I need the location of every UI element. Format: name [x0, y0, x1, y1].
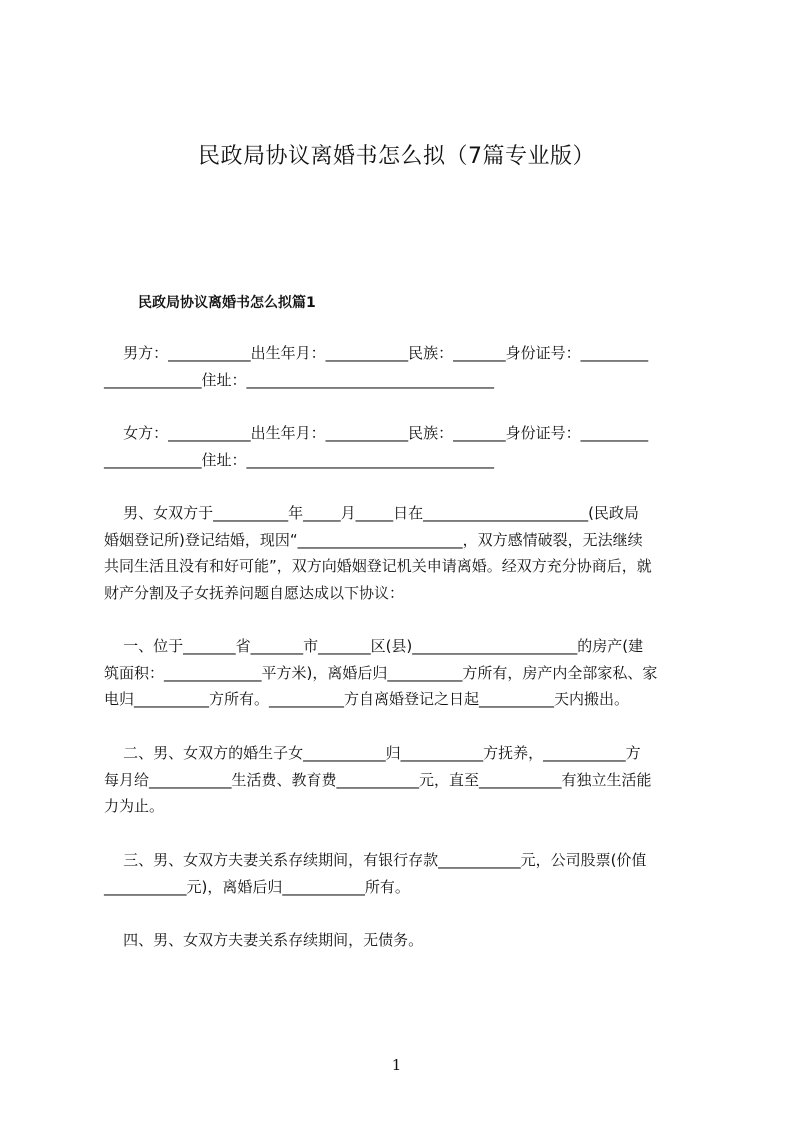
page-number: 1 [391, 1056, 402, 1074]
paragraph-female-party [104, 420, 702, 473]
paragraph-line: 男、女双方于__________年_____月_____日在______________________(民政局 [104, 504, 639, 522]
paragraph-line: 一、位于_______省_______市_______区(县)______________________的房产(建 [104, 637, 644, 655]
paragraph-clause-2 [104, 740, 702, 820]
paragraph-line: 二、男、女双方的婚生子女___________归___________方抚养，___________方 [104, 744, 641, 762]
paragraph-line: 力为止。 [104, 797, 165, 815]
paragraph-line: 共同生活且没有和好可能”，双方向婚姻登记机关申请离婚。经双方充分协商后，就 [104, 557, 652, 575]
document-title: 民政局协议离婚书怎么拟（7篇专业版） [198, 144, 595, 169]
paragraph-line: ___________元)，离婚后归___________所有。 [104, 877, 410, 896]
paragraph-line: 筑面积：_____________平方米)，离婚后归__________方所有，房产内全部家私、家 [104, 663, 658, 682]
paragraph-line: 财产分割及子女抚养问题自愿达成以下协议： [104, 583, 405, 602]
paragraph-line: 婚姻登记所)登记结婚，现因“______________________，双方感情破裂，无法继续 [104, 530, 643, 549]
paragraph-line: 男方：___________出生年月：___________民族：_______身份证号：_________ [104, 344, 649, 362]
paragraph-line: 四、男、女双方夫妻关系存续期间，无债务。 [104, 931, 424, 949]
paragraph-clause-1 [104, 633, 702, 713]
paragraph-line: 每月给___________生活费、教育费___________元，直至___________有独立生活能 [104, 770, 652, 789]
paragraph-marriage-info [104, 500, 702, 606]
paragraph-line: 女方：___________出生年月：___________民族：_______身份证号：_________ [104, 424, 649, 442]
section-heading: 民政局协议离婚书怎么拟篇1 [138, 295, 316, 311]
paragraph-male-party [104, 340, 702, 393]
paragraph-line: _____________住址：_________________________________ [104, 370, 495, 389]
paragraph-line: 电归__________方所有。__________方自离婚登记之日起__________天内搬出。 [104, 690, 630, 708]
paragraph-clause-3 [104, 847, 702, 900]
paragraph-clause-4 [104, 927, 702, 954]
paragraph-line: 三、男、女双方夫妻关系存续期间，有银行存款___________元，公司股票(价值 [104, 851, 647, 869]
paragraph-line: _____________住址：_________________________________ [104, 450, 495, 469]
